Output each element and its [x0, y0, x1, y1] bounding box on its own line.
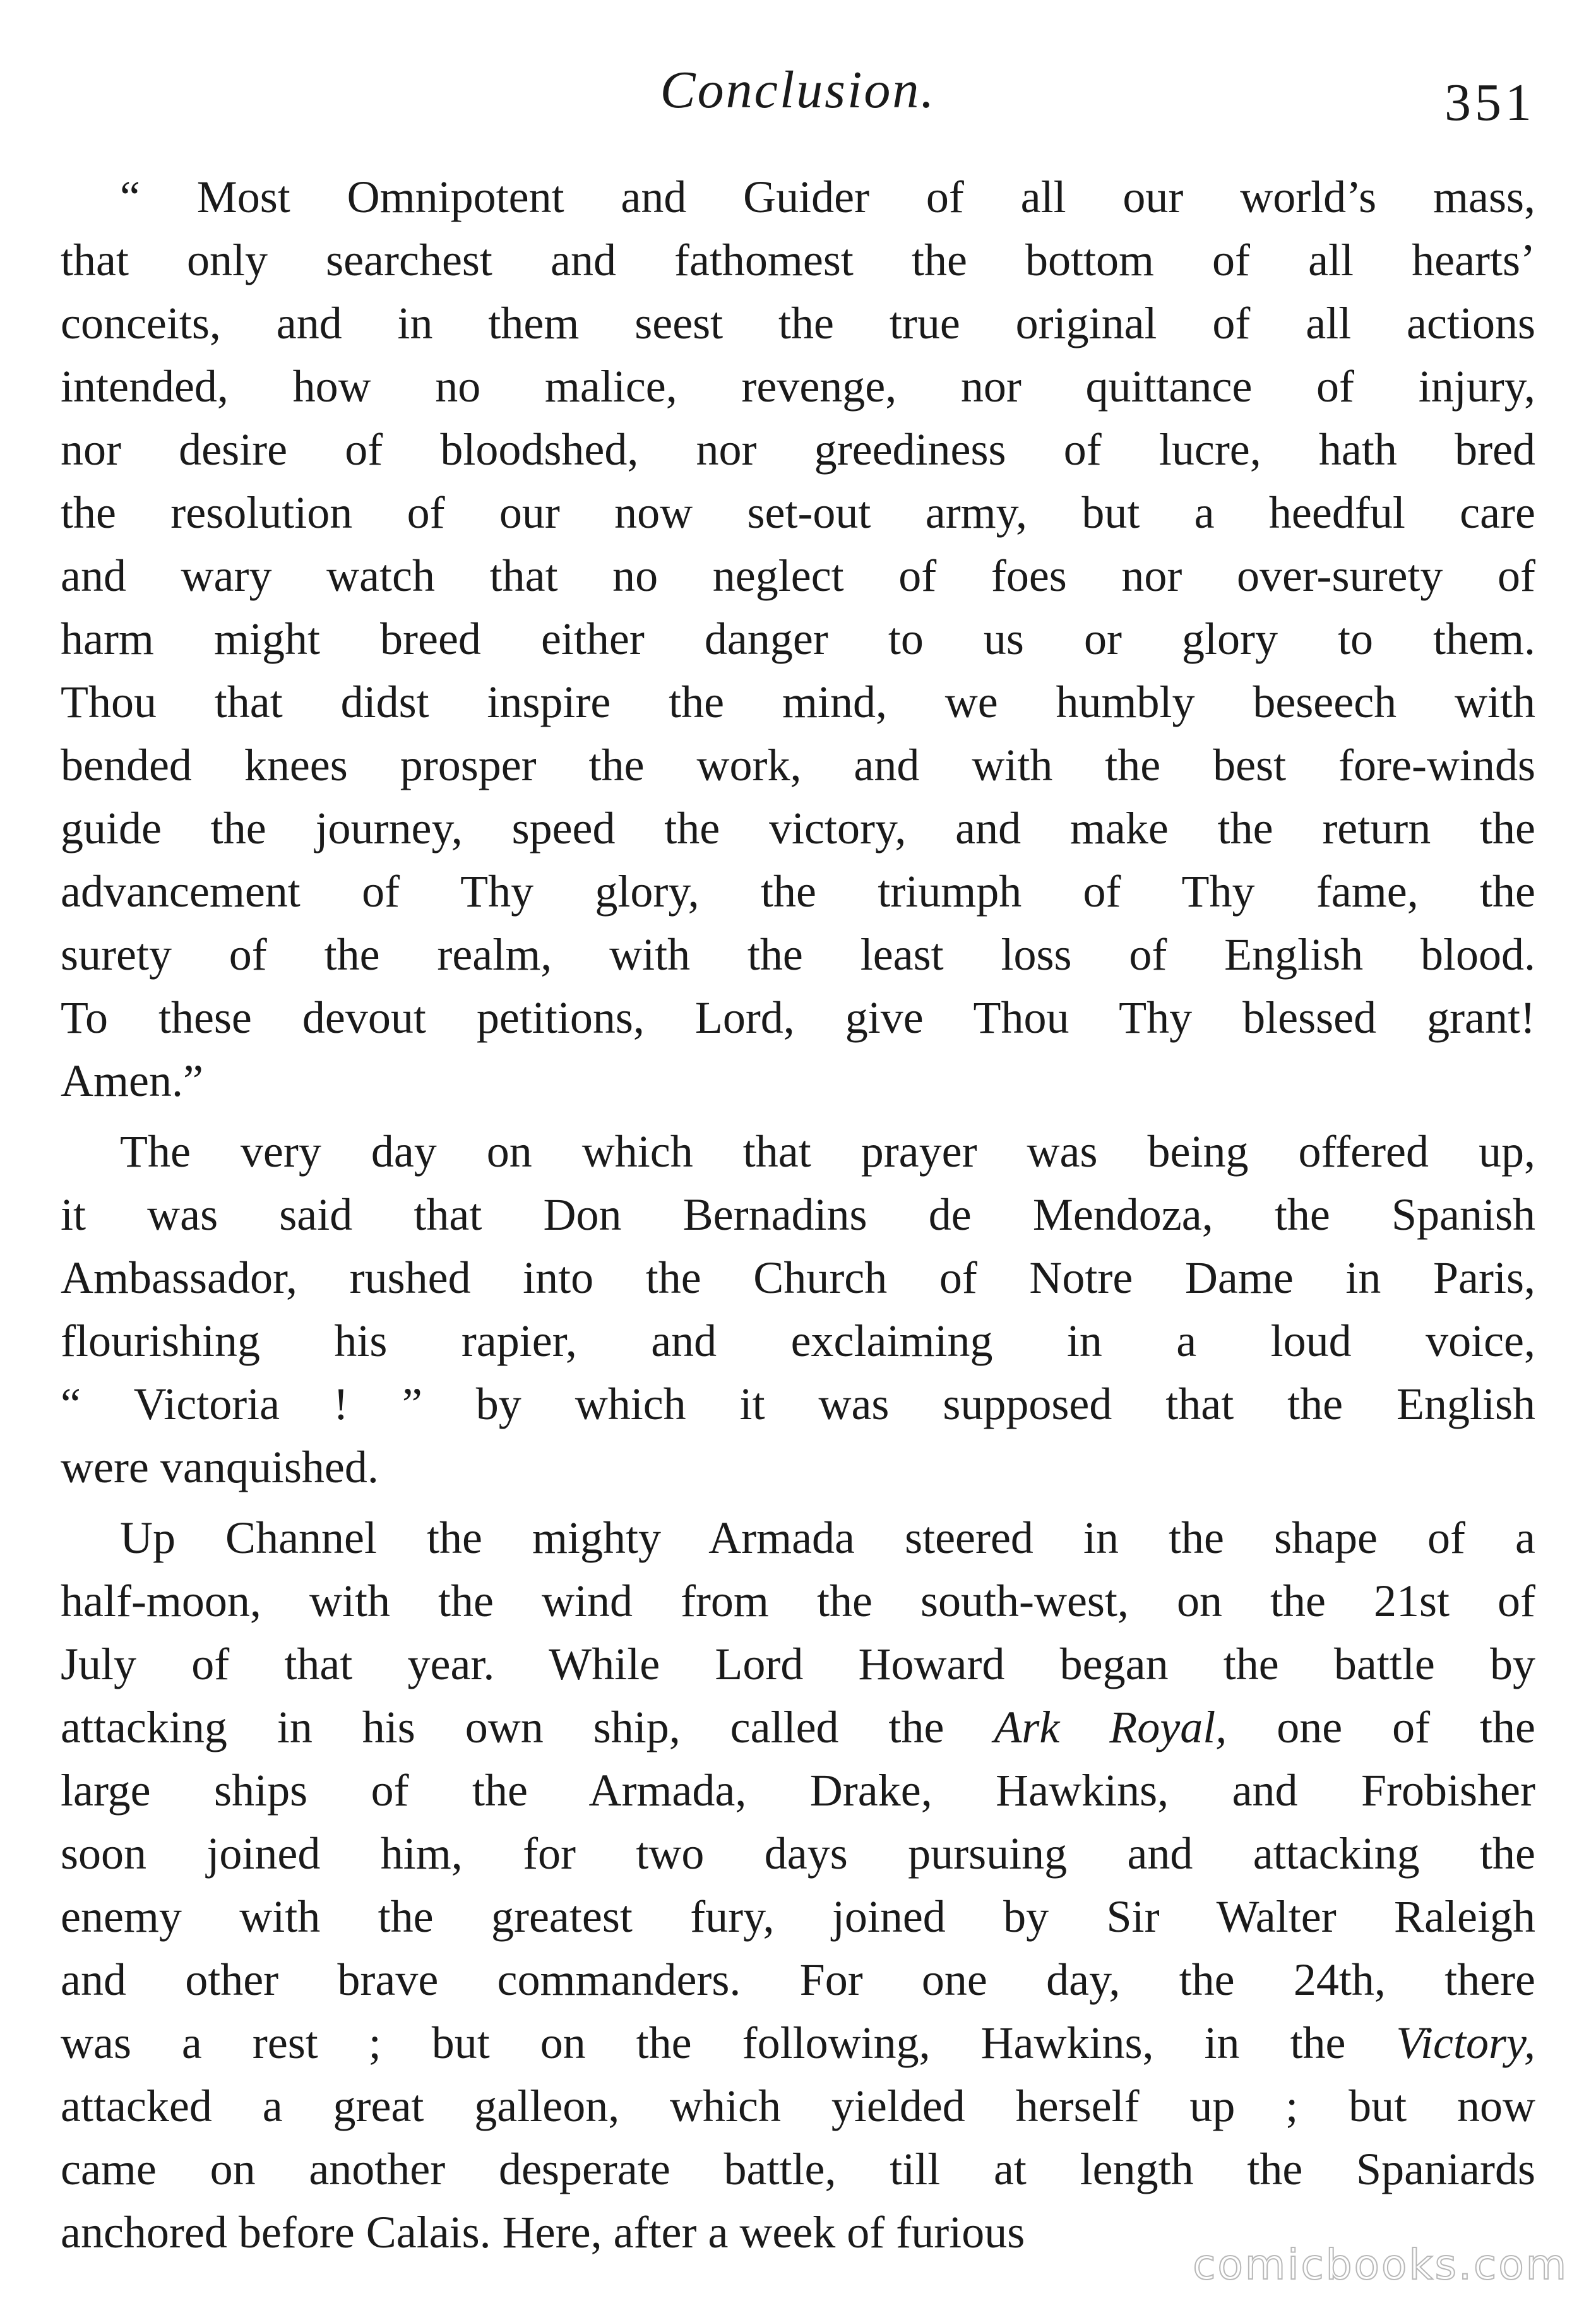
text-line: were vanquished.	[61, 1442, 379, 1492]
text-line: it was said that Don Bernadins de Mendoza, the Spanish	[61, 1189, 1535, 1240]
watermark-logo: comicbooks.com	[1193, 2240, 1568, 2289]
text-line: Amen.”	[61, 1056, 203, 1106]
text-line: Up Channel the mighty Armada steered in the shape of a	[120, 1513, 1535, 1563]
text-line: bended knees prosper the work, and with the best fore-winds	[61, 740, 1535, 790]
page-number: 351	[1444, 73, 1535, 132]
text-line: guide the journey, speed the victory, and make the return the	[61, 803, 1535, 854]
text-line: enemy with the greatest fury, joined by Sir Walter Raleigh	[61, 1891, 1535, 1942]
text-line: and other brave commanders. For one day, the 24th, there	[61, 1954, 1535, 2005]
text-line: attacking in his own ship, called the Ark Royal, one of the	[61, 1702, 1535, 1752]
running-head	[0, 56, 1596, 132]
paragraph	[61, 165, 1535, 1112]
text-line: advancement of Thy glory, the triumph of Thy fame, the	[61, 866, 1535, 917]
text-line: The very day on which that prayer was being offered up,	[120, 1126, 1535, 1177]
text-line: soon joined him, for two days pursuing and attacking the	[61, 1828, 1535, 1879]
text-line: came on another desperate battle, till at length the Spaniards	[61, 2144, 1535, 2194]
text-line: half-moon, with the wind from the south-west, on the 21st of	[61, 1576, 1535, 1626]
text-line: large ships of the Armada, Drake, Hawkins, and Frobisher	[61, 1765, 1535, 1816]
text-line: conceits, and in them seest the true original of all actions	[61, 298, 1535, 348]
text-line: “ Victoria ! ” by which it was supposed that the English	[61, 1379, 1535, 1429]
text-line: flourishing his rapier, and exclaiming in a loud voice,	[61, 1316, 1535, 1366]
text-line: attacked a great galleon, which yielded herself up ; but now	[61, 2081, 1535, 2131]
text-line: surety of the realm, with the least loss of English blood.	[61, 929, 1535, 980]
text-line: was a rest ; but on the following, Hawkins, in the Victory,	[61, 2018, 1535, 2068]
text-line: nor desire of bloodshed, nor greediness of lucre, hath bred	[61, 424, 1535, 475]
text-line: Ambassador, rushed into the Church of Notre Dame in Paris,	[61, 1252, 1535, 1303]
paragraph	[61, 1506, 1535, 2264]
text-line: harm might breed either danger to us or glory to them.	[61, 614, 1535, 664]
text-line: “ Most Omnipotent and Guider of all our world’s mass,	[120, 172, 1535, 222]
text-line: intended, how no malice, revenge, nor quittance of injury,	[61, 361, 1535, 412]
text-line: To these devout petitions, Lord, give Thou Thy blessed grant!	[61, 992, 1535, 1043]
text-line: anchored before Calais. Here, after a week of furious	[61, 2207, 1025, 2257]
text-line: that only searchest and fathomest the bottom of all hearts’	[61, 235, 1535, 285]
paragraph	[61, 1120, 1535, 1499]
text-line: July of that year. While Lord Howard began the battle by	[61, 1639, 1535, 1689]
text-line: and wary watch that no neglect of foes nor over-surety of	[61, 550, 1535, 601]
chapter-title: Conclusion.	[660, 61, 936, 119]
text-line: the resolution of our now set-out army, but a heedful care	[61, 487, 1535, 538]
text-line: Thou that didst inspire the mind, we humbly beseech with	[61, 677, 1535, 727]
body-text	[61, 165, 1535, 2264]
